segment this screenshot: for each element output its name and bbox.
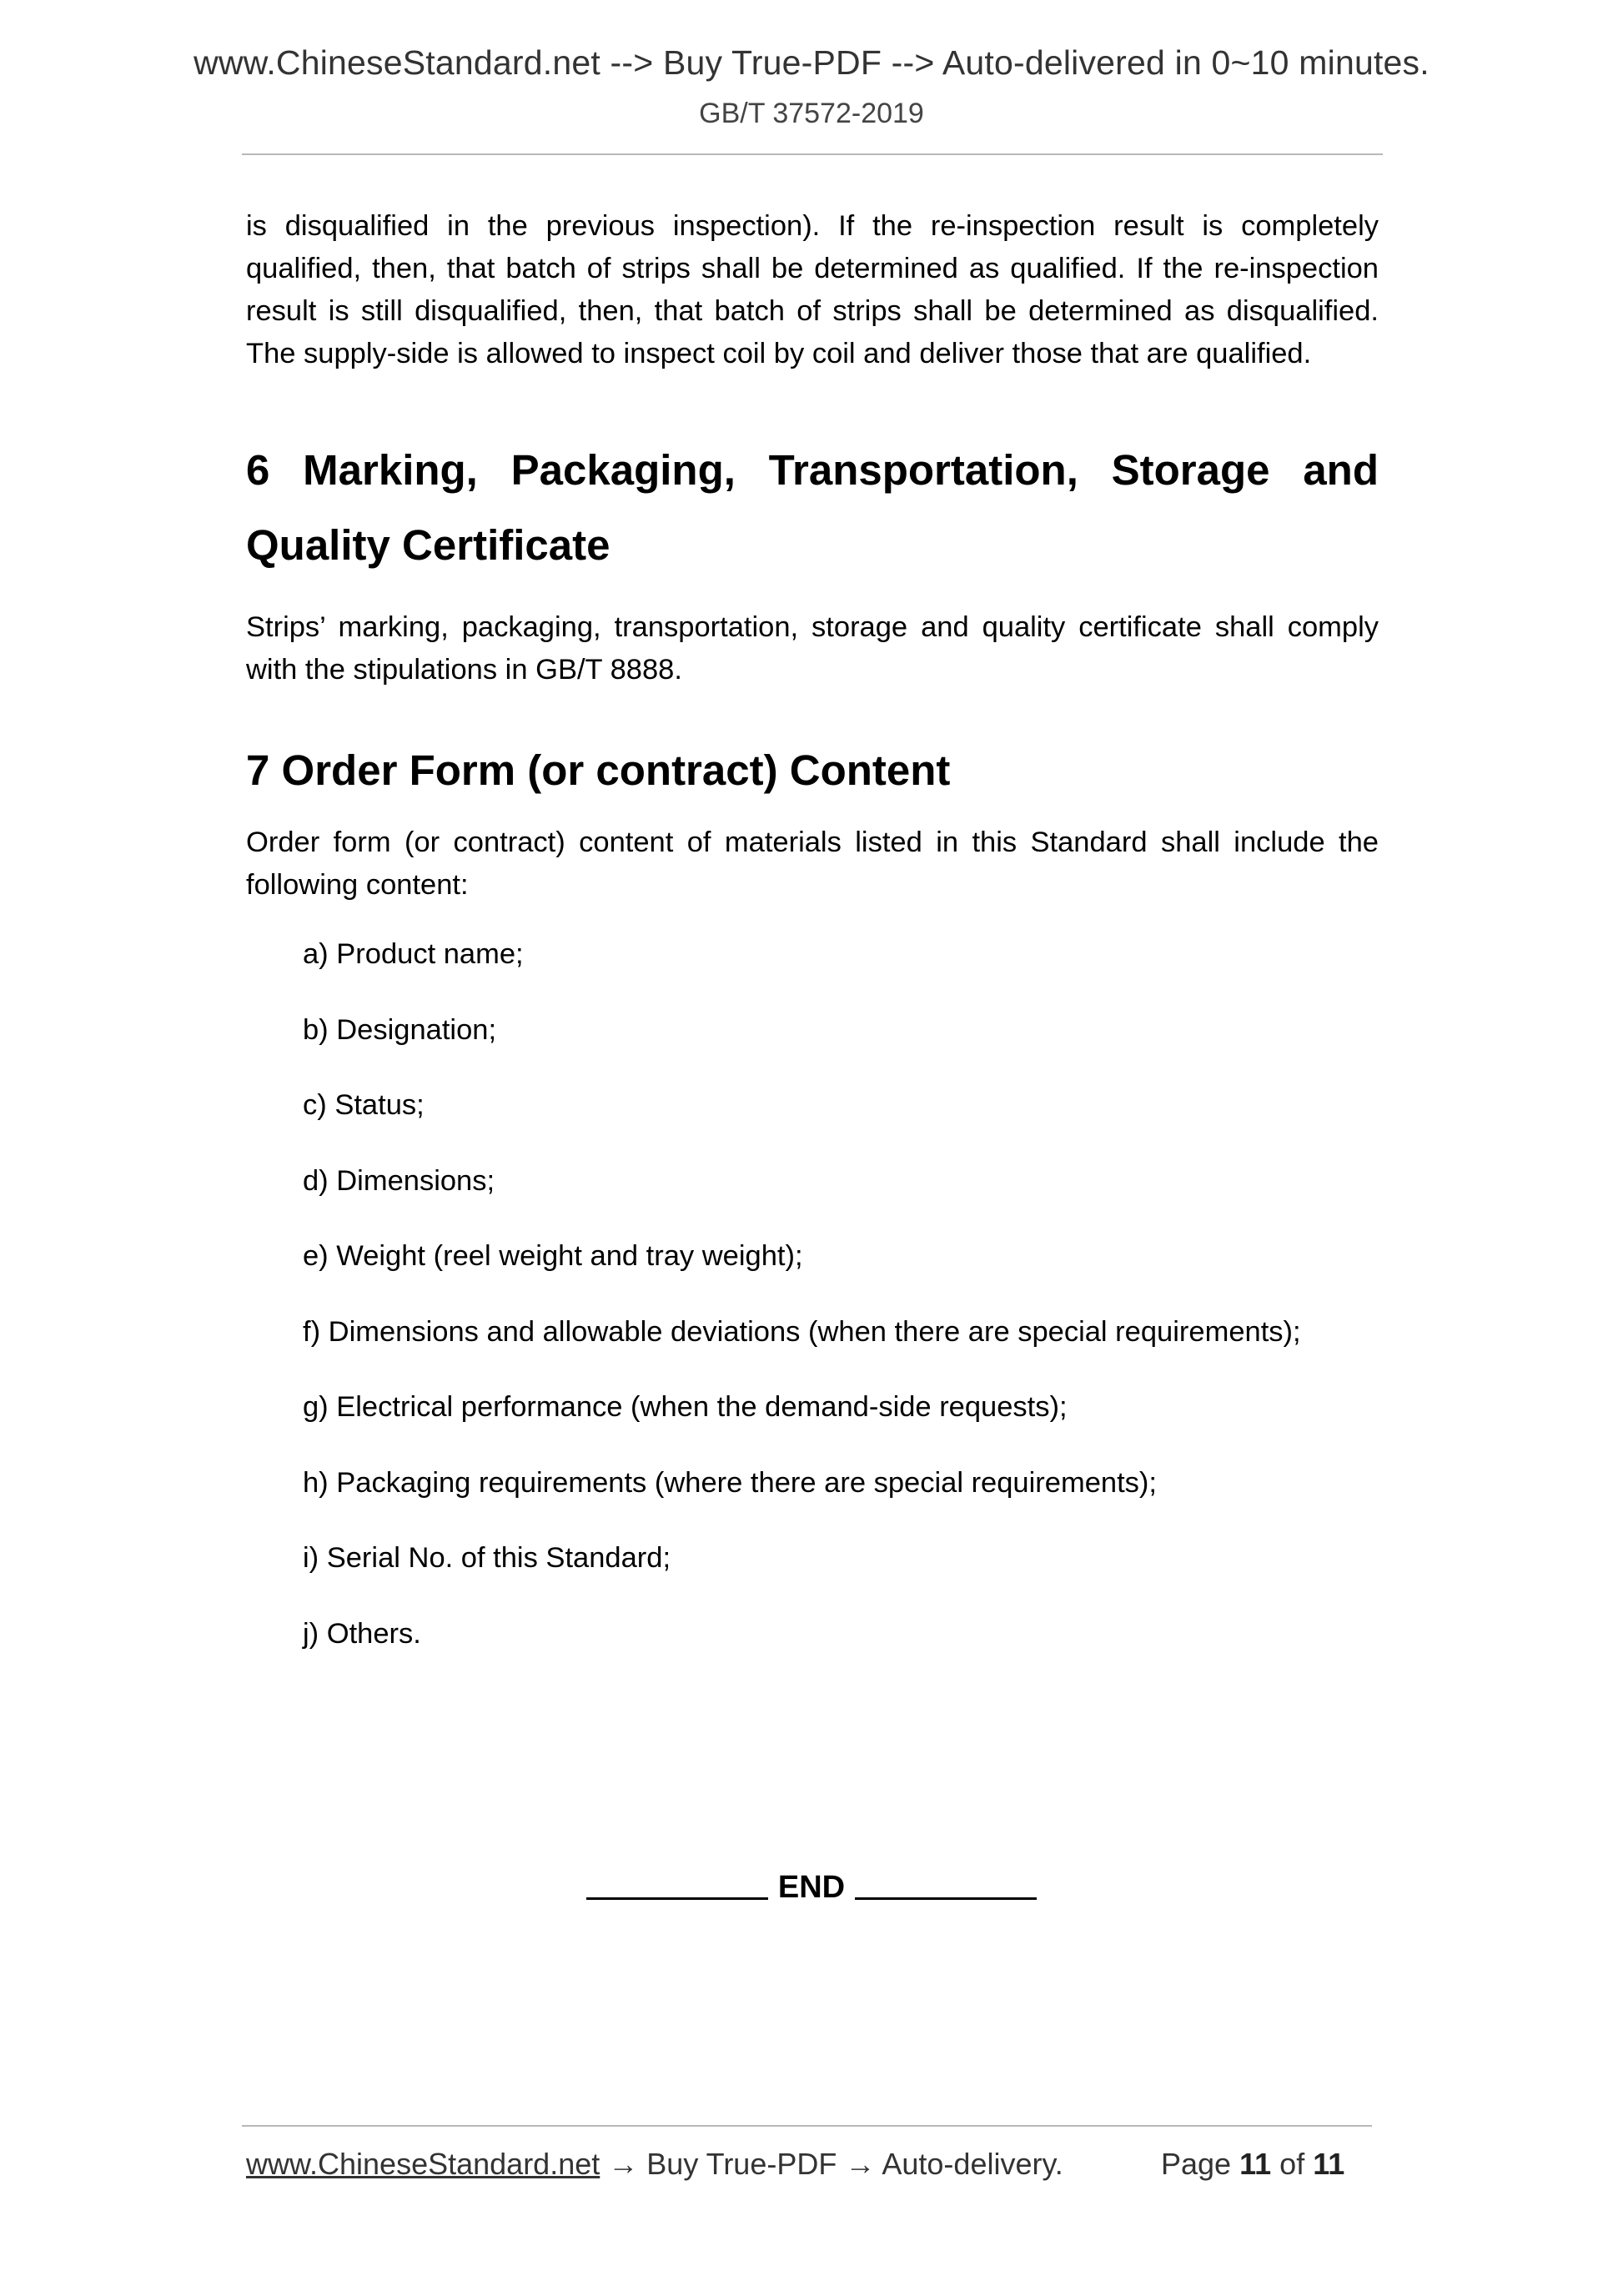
- section-6-heading: 6 Marking, Packaging, Transportation, Storage and: [246, 446, 1379, 494]
- order-content-list: [303, 933, 1379, 1655]
- end-rule-left: [586, 1897, 768, 1900]
- list-item: e) Weight (reel weight and tray weight);: [303, 1240, 803, 1272]
- top-banner: www.ChineseStandard.net --> Buy True-PDF --> Auto-delivered in 0~10 minutes.: [193, 43, 1430, 82]
- website-link[interactable]: www.ChineseStandard.net: [246, 2147, 600, 2181]
- footer-divider: [242, 2125, 1372, 2127]
- list-item: b) Designation;: [303, 1013, 497, 1046]
- section-6-heading-line2: Quality Certificate: [246, 521, 611, 569]
- list-item: c) Status;: [303, 1089, 425, 1121]
- arrow-right-icon: →: [608, 2147, 639, 2181]
- list-item: i) Serial No. of this Standard;: [303, 1542, 671, 1574]
- list-item: h) Packaging requirements (where there are special requirements);: [303, 1466, 1157, 1499]
- end-rule-right: [855, 1897, 1037, 1900]
- auto-delivery-text: Auto-delivery.: [882, 2147, 1063, 2181]
- section-7-heading: 7 Order Form (or contract) Content: [246, 746, 951, 794]
- arrow-right-icon: →: [845, 2147, 876, 2181]
- buy-true-pdf-text: Buy True-PDF: [646, 2147, 837, 2181]
- list-item: a) Product name;: [303, 938, 524, 970]
- document-id: GB/T 37572-2019: [699, 98, 924, 129]
- footer-links: [246, 2147, 1063, 2182]
- list-item: g) Electrical performance (when the demand-side requests);: [303, 1391, 1068, 1423]
- header-divider: [242, 153, 1383, 155]
- intro-paragraph: is disqualified in the previous inspection). If the re-inspection result is completely qualified, then, that batch of strips shall be determined as qualified. If the re-inspection result is still disqualified, then, that batch of strips shall be determined as disqualified. The supply-side is allowed to inspect coil by coil and deliver those that are qualified.: [246, 210, 1379, 369]
- list-item: j) Others.: [303, 1617, 421, 1650]
- page-number: [1161, 2147, 1344, 2182]
- page-label: Page: [1161, 2147, 1232, 2181]
- end-marker: [0, 1870, 1623, 1906]
- page-body: [246, 205, 1379, 1688]
- list-item: f) Dimensions and allowable deviations (when there are special requirements);: [303, 1315, 1301, 1348]
- section-7-paragraph: Order form (or contract) content of materials listed in this Standard shall include the following content:: [246, 826, 1379, 901]
- page-of-label: of: [1279, 2147, 1305, 2181]
- page-current: 11: [1239, 2147, 1272, 2181]
- list-item: d) Dimensions;: [303, 1164, 495, 1197]
- end-label: END: [777, 1870, 846, 1905]
- page-total: 11: [1313, 2147, 1345, 2181]
- section-6-paragraph: Strips’ marking, packaging, transportation, storage and quality certificate shall comply with the stipulations in GB/T 8888.: [246, 611, 1379, 686]
